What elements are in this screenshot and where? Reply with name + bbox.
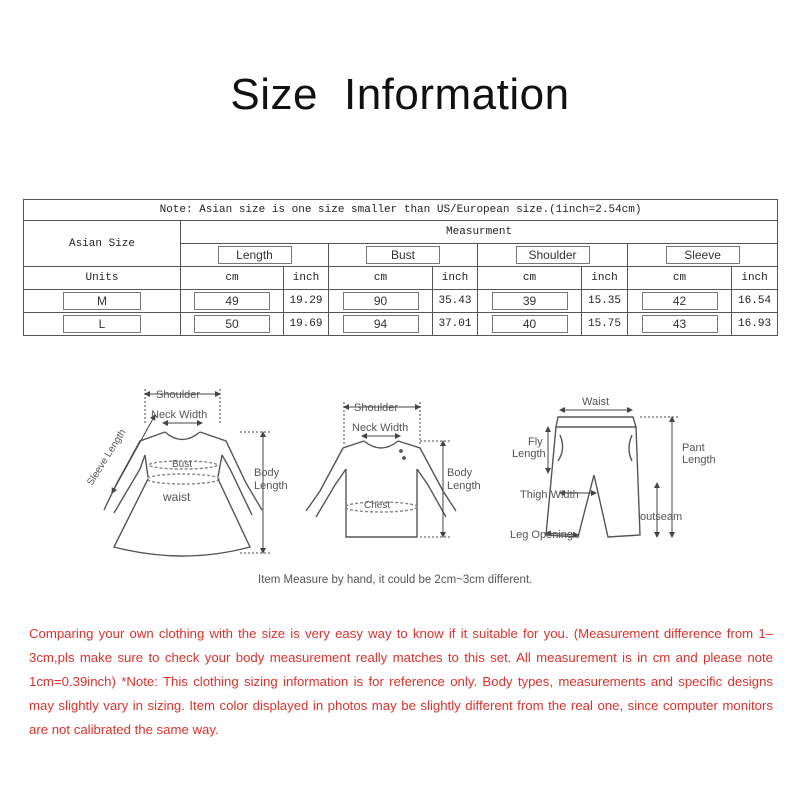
shirt-length-label: Length (447, 480, 481, 492)
bust-inch-value: 37.01 (433, 313, 478, 336)
shoulder-cm-value: 40 (492, 315, 568, 333)
shoulder-inch-value: 15.75 (582, 313, 628, 336)
dress-shoulder-label: Shoulder (156, 389, 201, 401)
shirt-shoulder-label: Shoulder (354, 402, 399, 414)
diagram-caption: Item Measure by hand, it could be 2cm~3cm different. (258, 574, 533, 586)
pants-thigh-width-label: Thigh Width (520, 489, 579, 501)
dress-neck-width-label: Neck Width (151, 409, 208, 421)
measurement-diagrams (0, 365, 800, 595)
shirt-chest-label: Chest (364, 500, 391, 511)
table-header-row (24, 221, 778, 244)
pants-fly-label: Fly (528, 436, 543, 448)
unit-cm: cm (181, 267, 284, 290)
pants-waist-label: Waist (582, 396, 610, 408)
measurement-header: Measurment (181, 221, 778, 244)
col-length-label: Length (218, 246, 292, 264)
col-sleeve (628, 244, 778, 267)
size-table (23, 199, 778, 336)
pants-pant-label: Pant (682, 442, 705, 454)
col-bust (329, 244, 478, 267)
length-cm-value: 50 (194, 315, 270, 333)
length-inch-value: 19.29 (284, 290, 329, 313)
page-title (0, 70, 800, 120)
pants-fly-length-label: Length (512, 448, 546, 460)
bust-cm-value: 90 (343, 292, 419, 310)
unit-inch: inch (433, 267, 478, 290)
dress-length-label: Length (254, 480, 288, 492)
unit-cm: cm (478, 267, 582, 290)
unit-inch: inch (284, 267, 329, 290)
cell (329, 313, 433, 336)
cell (329, 290, 433, 313)
units-label: Units (24, 267, 181, 290)
asian-size-header: Asian Size (24, 221, 181, 267)
shoulder-inch-value: 15.35 (582, 290, 628, 313)
cell (181, 313, 284, 336)
sleeve-cm-value: 43 (642, 315, 718, 333)
col-sleeve-label: Sleeve (666, 246, 740, 264)
cell (478, 313, 582, 336)
col-length (181, 244, 329, 267)
size-value: L (63, 315, 141, 333)
col-shoulder (478, 244, 628, 267)
size-value: M (63, 292, 141, 310)
pants-leg-opening-label: Leg Opening (510, 529, 573, 541)
title-word-information: Information (343, 70, 570, 119)
table-row (24, 290, 778, 313)
col-shoulder-label: Shoulder (516, 246, 590, 264)
title-word-size: Size (230, 70, 318, 119)
size-cell (24, 290, 181, 313)
length-cm-value: 49 (194, 292, 270, 310)
bust-cm-value: 94 (343, 315, 419, 333)
cell (478, 290, 582, 313)
table-note-row (24, 200, 778, 221)
bust-inch-value: 35.43 (433, 290, 478, 313)
cell (628, 290, 732, 313)
dress-waist-label: waist (163, 490, 191, 504)
disclaimer-text: Comparing your own clothing with the size is very easy way to know if it suitable for you. (Measurement difference from 1– 3cm,pls make sure to check your body measurement really matches to this set. All measurement is in cm and please note 1cm=0.39inch) *Note: This clothing sizing information is for reference only. Body types, measurements and specific designs may slightly vary in sizing. Item color displayed in photos may be slightly different from the real one, since computer monitors are not calibrated the same way. (29, 626, 773, 737)
col-bust-label: Bust (366, 246, 440, 264)
unit-cm: cm (329, 267, 433, 290)
unit-inch: inch (732, 267, 778, 290)
size-cell (24, 313, 181, 336)
pants-pant-length-label: Length (682, 454, 716, 466)
pants-diagram (546, 417, 640, 537)
dress-body-label: Body (254, 467, 280, 479)
sleeve-cm-value: 42 (642, 292, 718, 310)
shirt-diagram (306, 441, 456, 537)
shoulder-cm-value: 39 (492, 292, 568, 310)
pants-outseam-label: outseam (640, 511, 683, 523)
dress-sleeve-length-label: Sleeve Length (85, 427, 129, 488)
cell (628, 313, 732, 336)
table-row (24, 313, 778, 336)
shirt-neck-width-label: Neck Width (352, 422, 409, 434)
shirt-body-label: Body (447, 467, 473, 479)
dress-bust-label: Bust (172, 459, 193, 470)
sleeve-inch-value: 16.54 (732, 290, 778, 313)
table-note: Note: Asian size is one size smaller than US/European size.(1inch=2.54cm) (24, 200, 778, 221)
diagram-svg (0, 365, 800, 595)
sleeve-inch-value: 16.93 (732, 313, 778, 336)
table-units-row (24, 267, 778, 290)
length-inch-value: 19.69 (284, 313, 329, 336)
cell (181, 290, 284, 313)
unit-cm: cm (628, 267, 732, 290)
unit-inch: inch (582, 267, 628, 290)
